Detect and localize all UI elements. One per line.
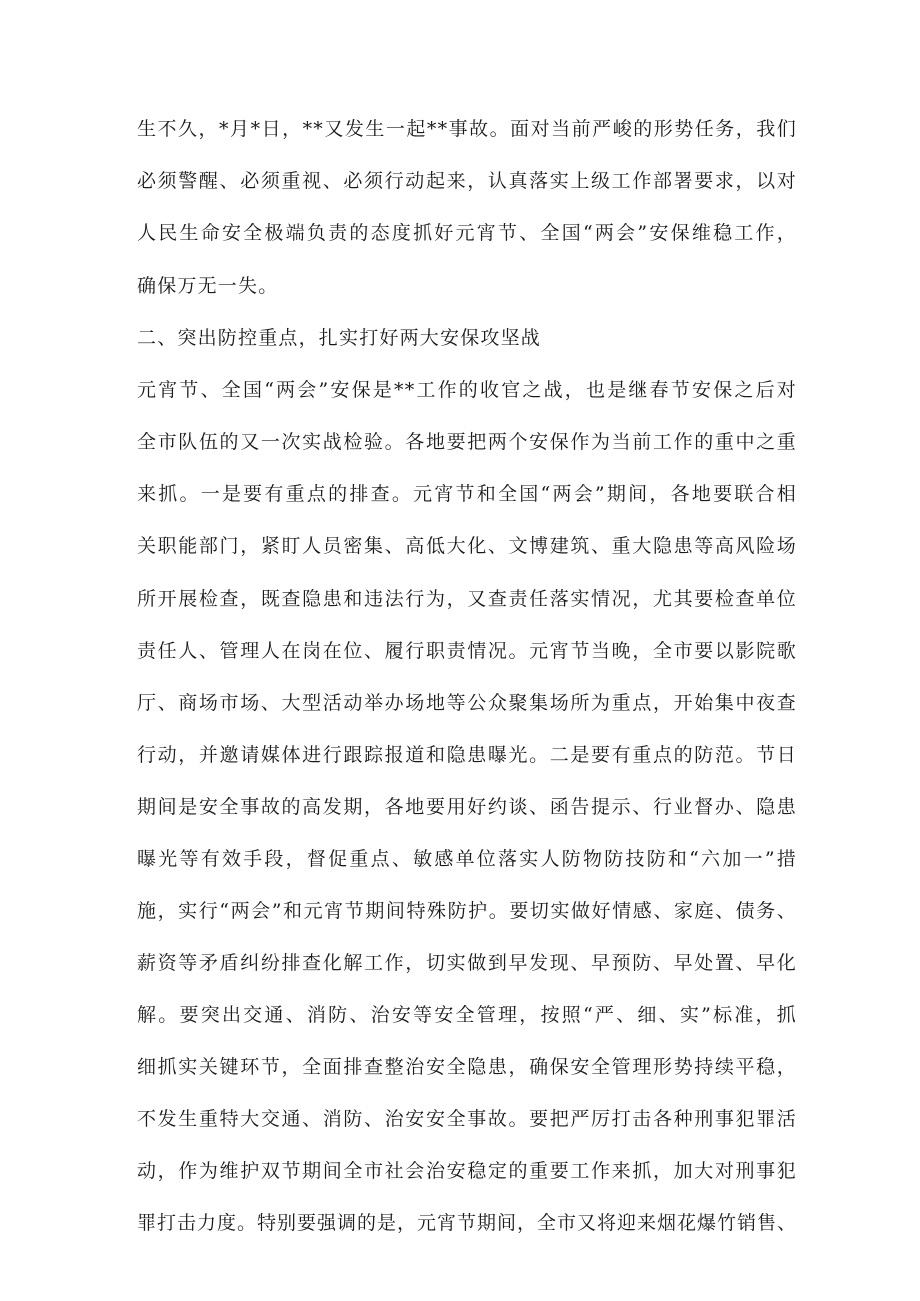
text-line: 薪资等矛盾纠纷排查化解工作，切实做到早发现、早预防、早处置、早化 <box>137 952 797 974</box>
text-line: 行动，并邀请媒体进行跟踪报道和隐患曝光。二是要有重点的防范。节日 <box>137 744 797 766</box>
text-line: 确保万无一失。 <box>137 275 279 297</box>
text-line: 期间是安全事故的高发期，各地要用好约谈、函告提示、行业督办、隐患 <box>137 796 797 818</box>
text-line: 细抓实关键环节，全面排查整治安全隐患，确保安全管理形势持续平稳， <box>137 1056 797 1078</box>
text-line: 元宵节、全国“两会”安保是**工作的收官之战，也是继春节安保之后对 <box>137 379 797 401</box>
text-line: 关职能部门，紧盯人员密集、高低大化、文博建筑、重大隐患等高风险场 <box>137 535 797 557</box>
text-line: 罪打击力度。特别要强调的是，元宵节期间，全市又将迎来烟花爆竹销售、 <box>137 1212 798 1234</box>
text-line: 施，实行“两会”和元宵节期间特殊防护。要切实做好情感、家庭、债务、 <box>137 900 797 922</box>
text-line: 必须警醒、必须重视、必须行动起来，认真落实上级工作部署要求，以对 <box>137 170 797 192</box>
text-line: 厅、商场市场、大型活动举办场地等公众聚集场所为重点，开始集中夜查 <box>137 692 797 714</box>
text-line: 动，作为维护双节期间全市社会治安稳定的重要工作来抓，加大对刑事犯 <box>137 1160 797 1182</box>
text-line: 曝光等有效手段，督促重点、敏感单位落实人防物防技防和“六加一”措 <box>137 848 797 870</box>
section-heading: 二、突出防控重点，扎实打好两大安保攻坚战 <box>137 327 542 349</box>
text-line: 所开展检查，既查隐患和违法行为，又查责任落实情况，尤其要检查单位 <box>137 588 797 610</box>
text-line: 责任人、管理人在岗在位、履行职责情况。元宵节当晚，全市要以影院歌 <box>137 640 797 662</box>
text-line: 全市队伍的又一次实战检验。各地要把两个安保作为当前工作的重中之重 <box>137 431 797 453</box>
text-line: 不发生重特大交通、消防、治安安全事故。要把严厉打击各种刑事犯罪活 <box>137 1108 797 1130</box>
text-line: 来抓。一是要有重点的排查。元宵节和全国“两会”期间，各地要联合相 <box>137 483 797 505</box>
text-line: 人民生命安全极端负责的态度抓好元宵节、全国“两会”安保维稳工作， <box>137 222 797 244</box>
text-line: 生不久，*月*日，**又发生一起**事故。面对当前严峻的形势任务，我们 <box>137 118 797 140</box>
text-line: 解。要突出交通、消防、治安等安全管理，按照“严、细、实”标准，抓 <box>137 1004 797 1026</box>
